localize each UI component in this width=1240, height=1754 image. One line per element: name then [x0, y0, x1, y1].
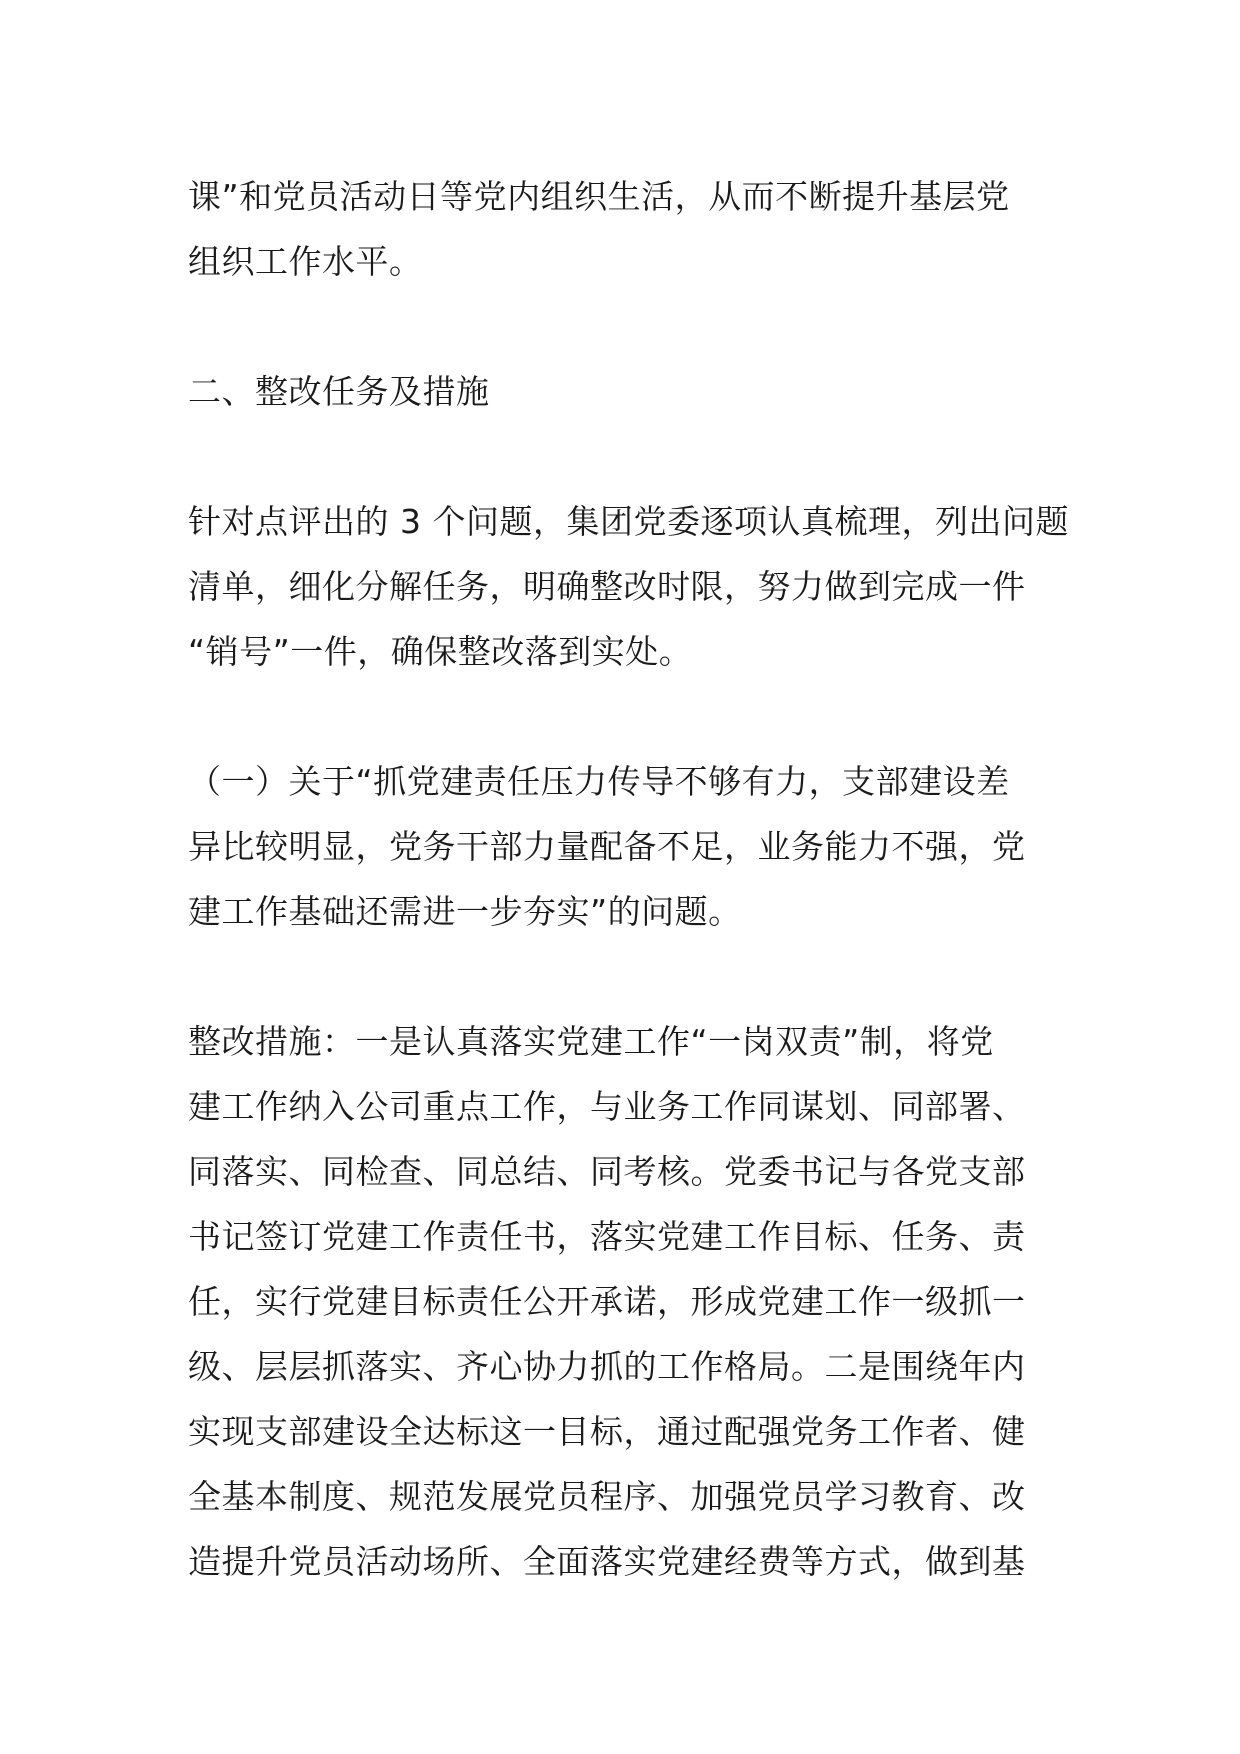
paragraph-spacer	[188, 424, 1056, 489]
heading-text: 二、整改任务及措施	[188, 372, 490, 411]
text-line: 建工作纳入公司重点工作，与业务工作同谋划、同部署、	[188, 1087, 1026, 1126]
text-line: 书记签订党建工作责任书，落实党建工作目标、任务、责	[188, 1217, 1026, 1256]
text-line: 建工作基础还需进一步夯实”的问题。	[188, 892, 742, 931]
paragraph-spacer	[188, 944, 1056, 1009]
text-line: 同落实、同检查、同总结、同考核。党委书记与各党支部	[188, 1152, 1026, 1191]
text-line: “销号”一件，确保整改落到实处。	[188, 632, 693, 671]
paragraph-spacer	[188, 684, 1056, 749]
text-line: 课”和党员活动日等党内组织生活，从而不断提升基层党	[188, 177, 1010, 216]
text-line: 针对点评出的 3 个问题，集团党委逐项认真梳理，列出问题	[188, 502, 1069, 541]
text-line: 组织工作水平。	[188, 242, 423, 281]
subsection-heading	[188, 749, 1056, 944]
text-line: 全基本制度、规范发展党员程序、加强党员学习教育、改	[188, 1477, 1026, 1516]
document-body	[188, 164, 1069, 1594]
text-line: 清单，细化分解任务，明确整改时限，努力做到完成一件	[188, 567, 1026, 606]
paragraph-measures	[188, 1009, 1056, 1594]
text-line: 任，实行党建目标责任公开承诺，形成党建工作一级抓一	[188, 1282, 1026, 1321]
text-line: 整改措施：一是认真落实党建工作“一岗双责”制，将党	[188, 1022, 994, 1061]
text-line: 实现支部建设全达标这一目标，通过配强党务工作者、健	[188, 1412, 1026, 1451]
paragraph-spacer	[188, 294, 1056, 359]
text-line: 造提升党员活动场所、全面落实党建经费等方式，做到基	[188, 1542, 1026, 1581]
paragraph-continuation	[188, 164, 1056, 294]
text-line: （一）关于“抓党建责任压力传导不够有力，支部建设差	[188, 762, 1010, 801]
section-heading	[188, 359, 1056, 424]
text-line: 异比较明显，党务干部力量配备不足，业务能力不强，党	[188, 827, 1026, 866]
paragraph-intro	[188, 489, 1069, 684]
text-line: 级、层层抓落实、齐心协力抓的工作格局。二是围绕年内	[188, 1347, 1026, 1386]
